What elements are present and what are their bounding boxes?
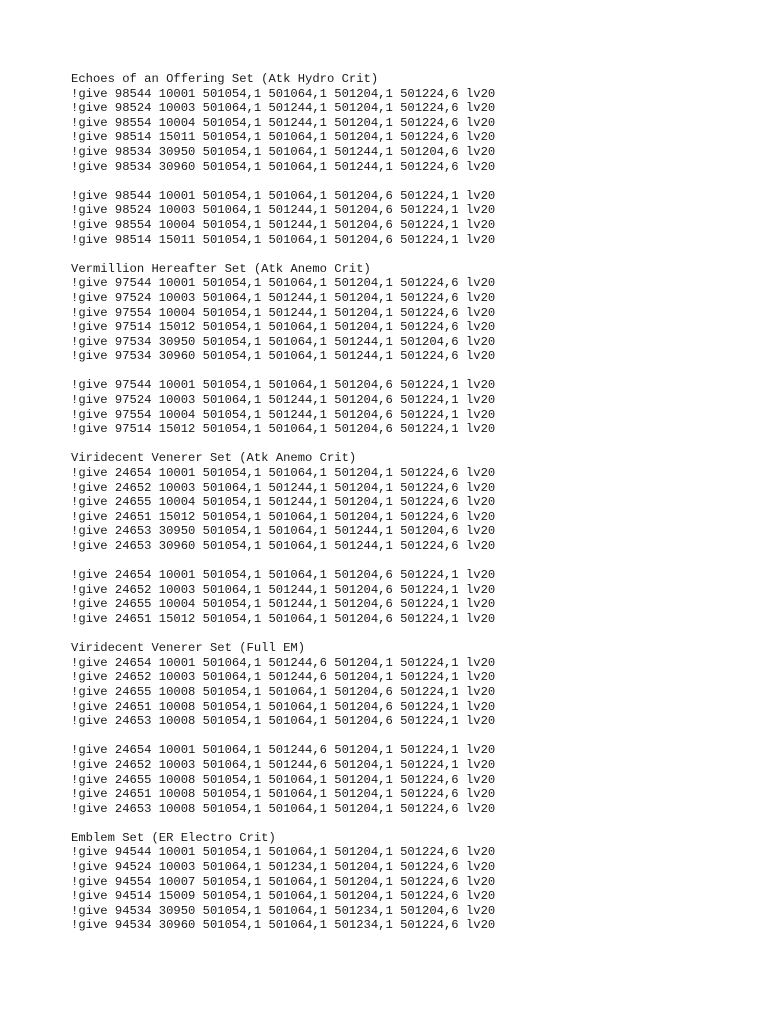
command-line: !give 98514 15011 501054,1 501064,1 501204,6 501224,1 lv20 — [71, 232, 496, 247]
block-spacer — [71, 174, 495, 189]
command-line: !give 98554 10004 501054,1 501244,1 501204,6 501224,1 lv20 — [71, 217, 496, 232]
command-line: !give 24652 10003 501064,1 501244,6 501204,1 501224,1 lv20 — [71, 757, 496, 772]
command-line: !give 97544 10001 501054,1 501064,1 501204,6 501224,1 lv20 — [71, 378, 496, 393]
command-line: !give 24655 10004 501054,1 501244,1 501204,6 501224,1 lv20 — [71, 597, 496, 612]
command-line: !give 94514 15009 501054,1 501064,1 501204,1 501224,6 lv20 — [71, 889, 496, 904]
command-line: !give 24653 10008 501054,1 501064,1 501204,1 501224,6 lv20 — [71, 801, 496, 816]
command-line: !give 97514 15012 501054,1 501064,1 501204,6 501224,1 lv20 — [71, 422, 496, 437]
command-line: !give 98524 10003 501064,1 501244,1 501204,6 501224,1 lv20 — [71, 203, 496, 218]
section-heading: Echoes of an Offering Set (Atk Hydro Crit) — [71, 72, 379, 86]
command-line: !give 94534 30960 501054,1 501064,1 501234,1 501224,6 lv20 — [71, 918, 496, 933]
section-spacer — [71, 437, 495, 452]
command-line: !give 98534 30950 501054,1 501064,1 501244,1 501204,6 lv20 — [71, 144, 496, 159]
command-line: !give 24651 10008 501054,1 501064,1 501204,1 501224,6 lv20 — [71, 787, 496, 802]
block-spacer — [71, 554, 495, 569]
command-line: !give 24655 10004 501054,1 501244,1 501204,1 501224,6 lv20 — [71, 495, 496, 510]
document-body — [71, 72, 495, 933]
section-spacer — [71, 627, 495, 642]
section-spacer — [71, 816, 495, 831]
command-line: !give 24655 10008 501054,1 501064,1 501204,1 501224,6 lv20 — [71, 772, 496, 787]
command-line: !give 24655 10008 501054,1 501064,1 501204,6 501224,1 lv20 — [71, 684, 496, 699]
command-line: !give 94554 10007 501054,1 501064,1 501204,1 501224,6 lv20 — [71, 874, 496, 889]
command-line: !give 24653 30950 501054,1 501064,1 501244,1 501204,6 lv20 — [71, 524, 496, 539]
block-spacer — [71, 729, 495, 744]
command-line: !give 24652 10003 501064,1 501244,1 501204,6 501224,1 lv20 — [71, 582, 496, 597]
command-line: !give 94524 10003 501064,1 501234,1 501204,1 501224,6 lv20 — [71, 860, 496, 875]
section-spacer — [71, 247, 495, 262]
command-line: !give 97514 15012 501054,1 501064,1 501204,1 501224,6 lv20 — [71, 320, 496, 335]
command-line: !give 97534 30950 501054,1 501064,1 501244,1 501204,6 lv20 — [71, 334, 496, 349]
command-line: !give 98514 15011 501054,1 501064,1 501204,1 501224,6 lv20 — [71, 130, 496, 145]
command-line: !give 24651 10008 501054,1 501064,1 501204,6 501224,1 lv20 — [71, 699, 496, 714]
command-line: !give 97534 30960 501054,1 501064,1 501244,1 501224,6 lv20 — [71, 349, 496, 364]
command-line: !give 94544 10001 501054,1 501064,1 501204,1 501224,6 lv20 — [71, 845, 496, 860]
command-line: !give 94534 30950 501054,1 501064,1 501234,1 501204,6 lv20 — [71, 903, 496, 918]
command-line: !give 24654 10001 501064,1 501244,6 501204,1 501224,1 lv20 — [71, 743, 496, 758]
command-line: !give 98544 10001 501054,1 501064,1 501204,1 501224,6 lv20 — [71, 86, 496, 101]
section-heading: Viridecent Venerer Set (Full EM) — [71, 641, 306, 656]
command-line: !give 24653 30960 501054,1 501064,1 501244,1 501224,6 lv20 — [71, 539, 496, 553]
command-line: !give 97544 10001 501054,1 501064,1 501204,1 501224,6 lv20 — [71, 276, 496, 291]
section-heading: Emblem Set (ER Electro Crit) — [71, 830, 276, 845]
command-line: !give 24654 10001 501054,1 501064,1 501204,1 501224,6 lv20 — [71, 466, 496, 481]
command-line: !give 24652 10003 501064,1 501244,6 501204,1 501224,1 lv20 — [71, 670, 496, 685]
command-line: !give 24652 10003 501064,1 501244,1 501204,1 501224,6 lv20 — [71, 480, 496, 495]
command-line: !give 98554 10004 501054,1 501244,1 501204,1 501224,6 lv20 — [71, 115, 496, 130]
command-line: !give 97524 10003 501064,1 501244,1 501204,1 501224,6 lv20 — [71, 290, 496, 305]
section-heading: Vermillion Hereafter Set (Atk Anemo Crit) — [71, 261, 371, 276]
command-line: !give 24653 10008 501054,1 501064,1 501204,6 501224,1 lv20 — [71, 714, 496, 729]
block-spacer — [71, 364, 495, 379]
command-line: !give 97554 10004 501054,1 501244,1 501204,6 501224,1 lv20 — [71, 407, 496, 422]
command-line: !give 24654 10001 501064,1 501244,6 501204,1 501224,1 lv20 — [71, 655, 496, 670]
command-line: !give 24654 10001 501054,1 501064,1 501204,6 501224,1 lv20 — [71, 568, 496, 583]
command-line: !give 24651 15012 501054,1 501064,1 501204,6 501224,1 lv20 — [71, 611, 496, 626]
command-line: !give 24651 15012 501054,1 501064,1 501204,1 501224,6 lv20 — [71, 509, 496, 524]
section-heading: Viridecent Venerer Set (Atk Anemo Crit) — [71, 451, 357, 466]
command-line: !give 98524 10003 501064,1 501244,1 501204,1 501224,6 lv20 — [71, 101, 496, 116]
command-line: !give 97554 10004 501054,1 501244,1 501204,1 501224,6 lv20 — [71, 305, 496, 320]
command-line: !give 98544 10001 501054,1 501064,1 501204,6 501224,1 lv20 — [71, 188, 496, 203]
command-line: !give 97524 10003 501064,1 501244,1 501204,6 501224,1 lv20 — [71, 393, 496, 408]
command-line: !give 98534 30960 501054,1 501064,1 501244,1 501224,6 lv20 — [71, 159, 496, 174]
